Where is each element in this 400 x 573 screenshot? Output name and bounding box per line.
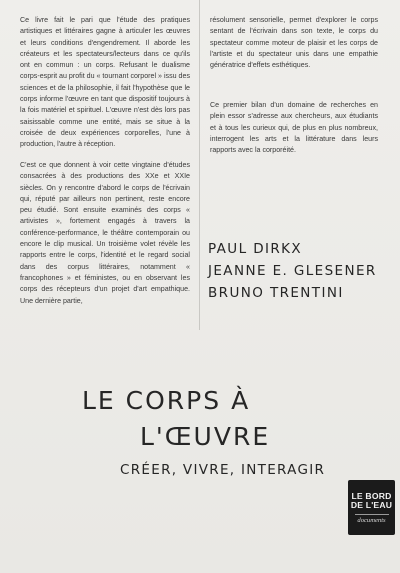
- back-text-paragraph-3: résolument sensorielle, permet d'explorer le corps sentant de l'écrivain dans son texte, le corps du spectateur comme moteur de plaisir et les corps de l'artiste et du spectateur unis dans une empathie génératrice d'effets esthétiques.: [210, 16, 378, 70]
- publisher-collection: documents: [357, 516, 386, 524]
- book-title-line-2: L'ŒUVRE: [140, 422, 271, 451]
- back-text-paragraph-2: C'est ce que donnent à voir cette vingtaine d'études consacrées à des productions des XXe et XXIe siècles. On y rencontre d'abord le corps de l'écrivain qui, réputé par ailleurs non pertinent, reste encore peu étudié. Sont ensuite examinés des corps « artivistes », fortement engagés à travers la conférence-performance, le théâtre contemporain ou encore le clip musical. Un troisième volet révèle les rapports entre le corps, l'identité et le regard social dans des corpus littéraires, notamment « francophones » et féministes, ou en observant les corps des récepteurs d'un projet d'art empathique. Une dernière partie,: [20, 161, 190, 305]
- publisher-name-line-2: DE L'EAU: [350, 500, 393, 510]
- author-name: BRUNO TRENTINI: [208, 285, 344, 301]
- column-divider: [199, 0, 200, 330]
- book-title: [82, 383, 382, 455]
- back-text-paragraph-1: Ce livre fait le pari que l'étude des pratiques artistiques et littéraires gagne à articuler les œuvres et leurs conditions d'engendrement. Il aborde les créateurs et les spectateurs/lecteurs dans ce qu'ils ont en commun : un corps. Refusant le dualisme corps-esprit au profit du « tournant corporel » issu des sciences et de la philosophie, il fait l'hypothèse que le corps informe l'œuvre en tant que dispositif toujours à la fois matériel et spirituel. L'œuvre n'est dès lors pas saisissable comme une entité, mais se situe à la croisée de deux expériences corporelles, l'une à production, l'autre à réception.: [20, 16, 190, 149]
- author-name: JEANNE E. GLESENER: [208, 263, 377, 279]
- back-text-paragraph-4: Ce premier bilan d'un domaine de recherches en plein essor s'adresse aux chercheurs, aux étudiants et à tous les curieux qui, de plus en plus nombreux, interrogent les arts et la littérature dans leurs rapports avec la corporéité.: [210, 101, 378, 155]
- book-title-line-1: LE CORPS À: [82, 386, 251, 415]
- publisher-name-line-1: LE BORD: [351, 490, 392, 501]
- publisher-logo-rule: [355, 514, 389, 515]
- author-list: [208, 238, 388, 304]
- book-subtitle: CRÉER, VIVRE, INTERAGIR: [120, 462, 326, 478]
- publisher-logo: [348, 480, 395, 535]
- author-name: PAUL DIRKX: [208, 241, 303, 257]
